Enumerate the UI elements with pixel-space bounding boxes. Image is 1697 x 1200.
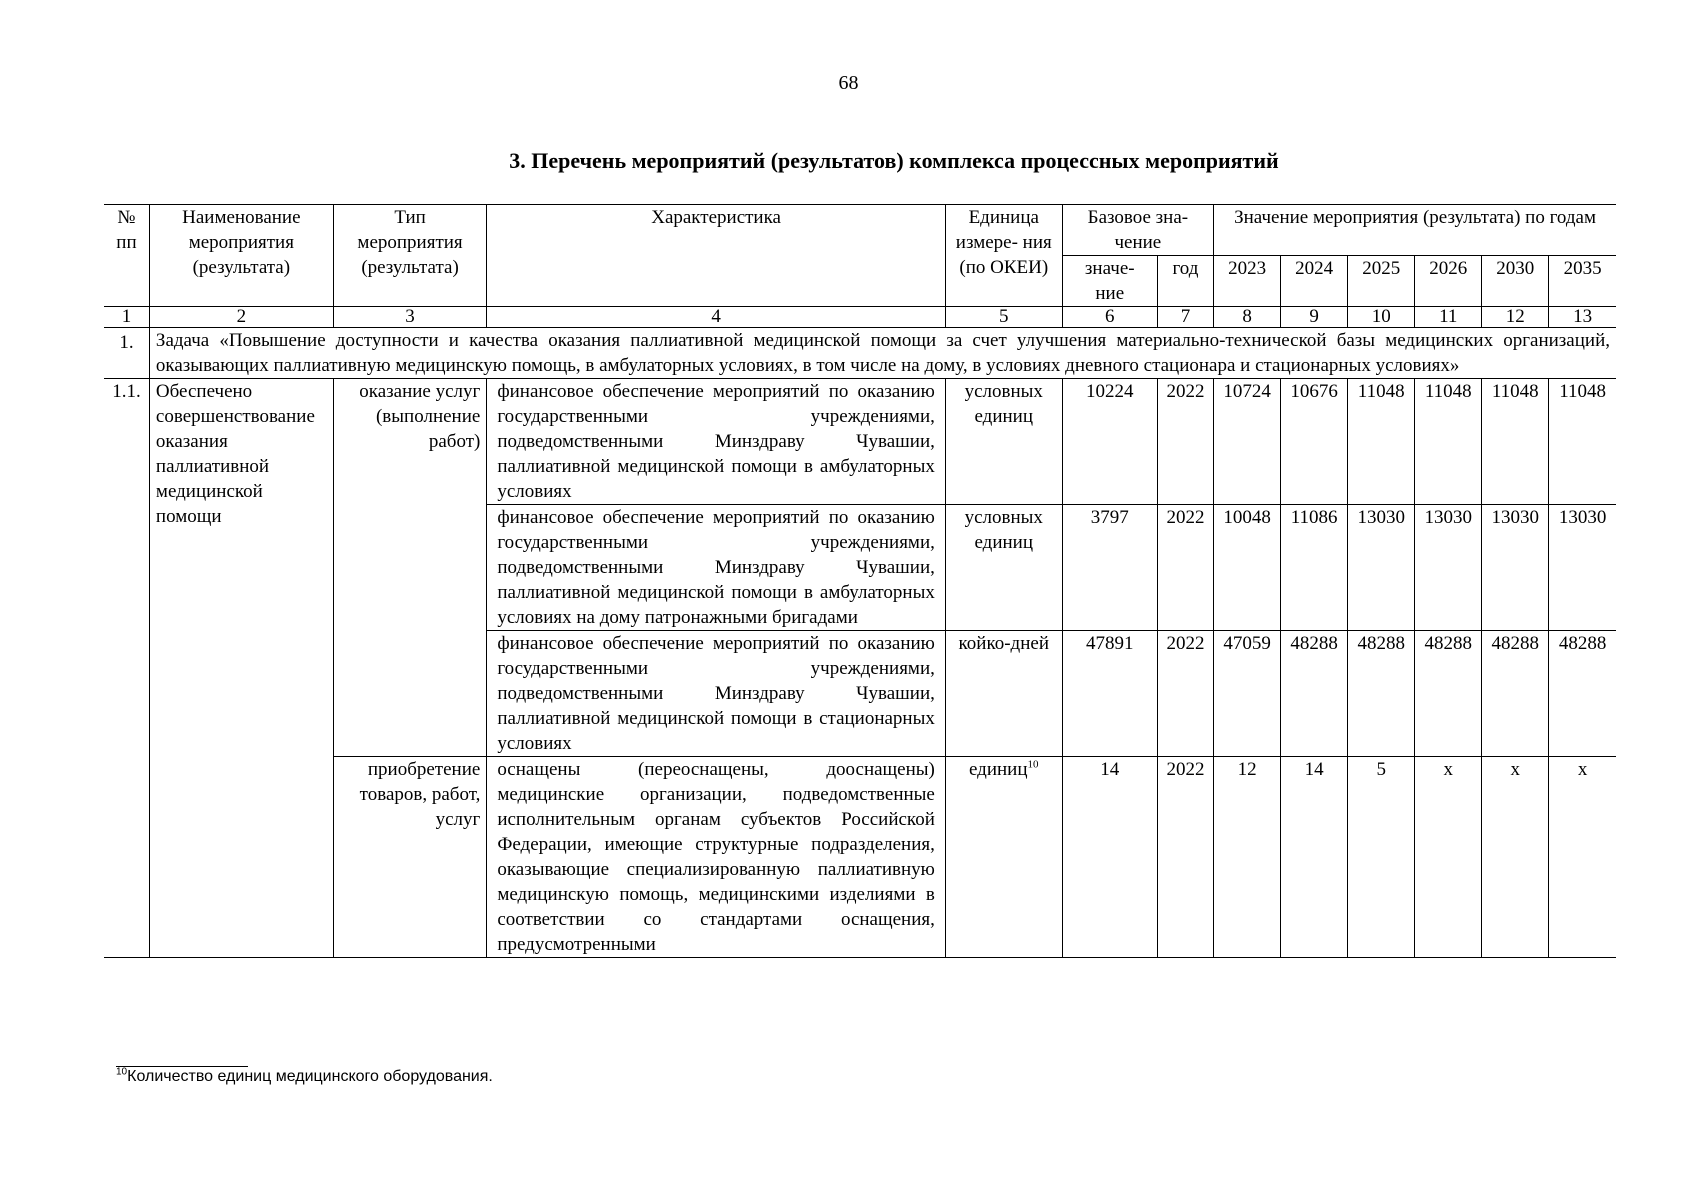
- footnote: [116, 1068, 493, 1086]
- characteristic-cell: финансовое обеспечение мероприятий по оказанию государственными учреждениями, подведомственными Минздраву Чувашии, паллиативной медицинской помощи в амбулаторных условиях на дому патронажными бригадами: [487, 505, 946, 631]
- header-year: 2024: [1281, 256, 1348, 307]
- base-year-cell: 2022: [1157, 505, 1213, 631]
- item-type: приобретение товаров, работ, услуг: [333, 757, 487, 958]
- task-row: [104, 328, 1616, 379]
- value-cell: 11048: [1549, 379, 1616, 505]
- header-base-year-sub: год: [1157, 256, 1213, 307]
- column-number: 9: [1281, 307, 1348, 328]
- footnote-text: Количество единиц медицинского оборудования.: [127, 1068, 493, 1085]
- value-cell: 47059: [1214, 631, 1281, 757]
- value-cell: 11048: [1482, 379, 1549, 505]
- item-number: 1.1.: [104, 379, 149, 958]
- value-cell: x: [1415, 757, 1482, 958]
- item-type: оказание услуг (выполнение работ): [333, 379, 487, 757]
- table-row: [104, 379, 1616, 505]
- header-yearly-values: Значение мероприятия (результата) по годам: [1214, 205, 1616, 256]
- column-number: 3: [333, 307, 487, 328]
- value-cell: 12: [1214, 757, 1281, 958]
- value-cell: 48288: [1415, 631, 1482, 757]
- header-name: Наименование мероприятия (результата): [149, 205, 333, 307]
- unit-text: единиц: [969, 759, 1028, 780]
- value-cell: 48288: [1482, 631, 1549, 757]
- header-row: [104, 205, 1616, 256]
- column-numbers-row: [104, 307, 1616, 328]
- header-unit: Единица измере- ния (по ОКЕИ): [945, 205, 1062, 307]
- value-cell: 10724: [1214, 379, 1281, 505]
- task-number: 1.: [104, 328, 149, 379]
- column-number: 1: [104, 307, 149, 328]
- base-value-cell: 14: [1062, 757, 1157, 958]
- column-number: 10: [1348, 307, 1415, 328]
- base-value-cell: 3797: [1062, 505, 1157, 631]
- header-number-line2: пп: [116, 232, 137, 253]
- page-number: 68: [838, 72, 859, 94]
- footnote-separator: [116, 1066, 248, 1067]
- header-year: 2026: [1415, 256, 1482, 307]
- header-number: [104, 205, 149, 307]
- footnote-ref: 10: [1027, 758, 1039, 771]
- unit-cell: условных единиц: [945, 505, 1062, 631]
- column-number: 5: [945, 307, 1062, 328]
- item-name: Обеспечено совершенствование оказания паллиативной медицинской помощи: [149, 379, 333, 958]
- unit-cell: условных единиц: [945, 379, 1062, 505]
- base-year-cell: 2022: [1157, 379, 1213, 505]
- value-cell: 13030: [1415, 505, 1482, 631]
- header-number-line1: №: [117, 207, 136, 228]
- value-cell: 48288: [1549, 631, 1616, 757]
- header-characteristic: Характеристика: [487, 205, 946, 307]
- value-cell: 13030: [1549, 505, 1616, 631]
- header-base-value: Базовое зна- чение: [1062, 205, 1213, 256]
- header-year: 2025: [1348, 256, 1415, 307]
- value-cell: 11048: [1348, 379, 1415, 505]
- characteristic-cell: оснащены (переоснащены, дооснащены) медицинские организации, подведомственные исполнительным органам субъектов Российской Федерации, имеющие структурные подразделения, оказывающие специализированную паллиативную медицинскую помощь, медицинскими изделиями в соответствии со стандартами оснащения, предусмотренными: [487, 757, 946, 958]
- value-cell: 5: [1348, 757, 1415, 958]
- header-type: Тип мероприятия (результата): [333, 205, 487, 307]
- value-cell: 48288: [1281, 631, 1348, 757]
- value-cell: 11086: [1281, 505, 1348, 631]
- column-number: 4: [487, 307, 946, 328]
- value-cell: 11048: [1415, 379, 1482, 505]
- column-number: 12: [1482, 307, 1549, 328]
- column-number: 7: [1157, 307, 1213, 328]
- base-value-cell: 47891: [1062, 631, 1157, 757]
- characteristic-cell: финансовое обеспечение мероприятий по оказанию государственными учреждениями, подведомственными Минздраву Чувашии, паллиативной медицинской помощи в амбулаторных условиях: [487, 379, 946, 505]
- characteristic-cell: финансовое обеспечение мероприятий по оказанию государственными учреждениями, подведомственными Минздраву Чувашии, паллиативной медицинской помощи в стационарных условиях: [487, 631, 946, 757]
- value-cell: 13030: [1348, 505, 1415, 631]
- column-number: 11: [1415, 307, 1482, 328]
- unit-cell: [945, 757, 1062, 958]
- value-cell: 13030: [1482, 505, 1549, 631]
- base-year-cell: 2022: [1157, 631, 1213, 757]
- column-number: 8: [1214, 307, 1281, 328]
- header-year: 2030: [1482, 256, 1549, 307]
- value-cell: 14: [1281, 757, 1348, 958]
- base-value-cell: 10224: [1062, 379, 1157, 505]
- value-cell: 10676: [1281, 379, 1348, 505]
- page-title: 3. Перечень мероприятий (результатов) комплекса процессных мероприятий: [509, 148, 1279, 173]
- value-cell: x: [1549, 757, 1616, 958]
- value-cell: x: [1482, 757, 1549, 958]
- header-year: 2023: [1214, 256, 1281, 307]
- header-base-value-sub: значе- ние: [1062, 256, 1157, 307]
- base-year-cell: 2022: [1157, 757, 1213, 958]
- footnote-marker: 10: [116, 1066, 128, 1078]
- measures-table: [104, 204, 1616, 958]
- column-number: 2: [149, 307, 333, 328]
- value-cell: 10048: [1214, 505, 1281, 631]
- unit-cell: койко-дней: [945, 631, 1062, 757]
- column-number: 13: [1549, 307, 1616, 328]
- header-year: 2035: [1549, 256, 1616, 307]
- value-cell: 48288: [1348, 631, 1415, 757]
- column-number: 6: [1062, 307, 1157, 328]
- task-text: Задача «Повышение доступности и качества оказания паллиативной медицинской помощи за счет улучшения материально-технической базы медицинских организаций, оказывающих паллиативную медицинскую помощь, в амбулаторных условиях, в том числе на дому, в условиях дневного стационара и стационарных условиях»: [149, 328, 1616, 379]
